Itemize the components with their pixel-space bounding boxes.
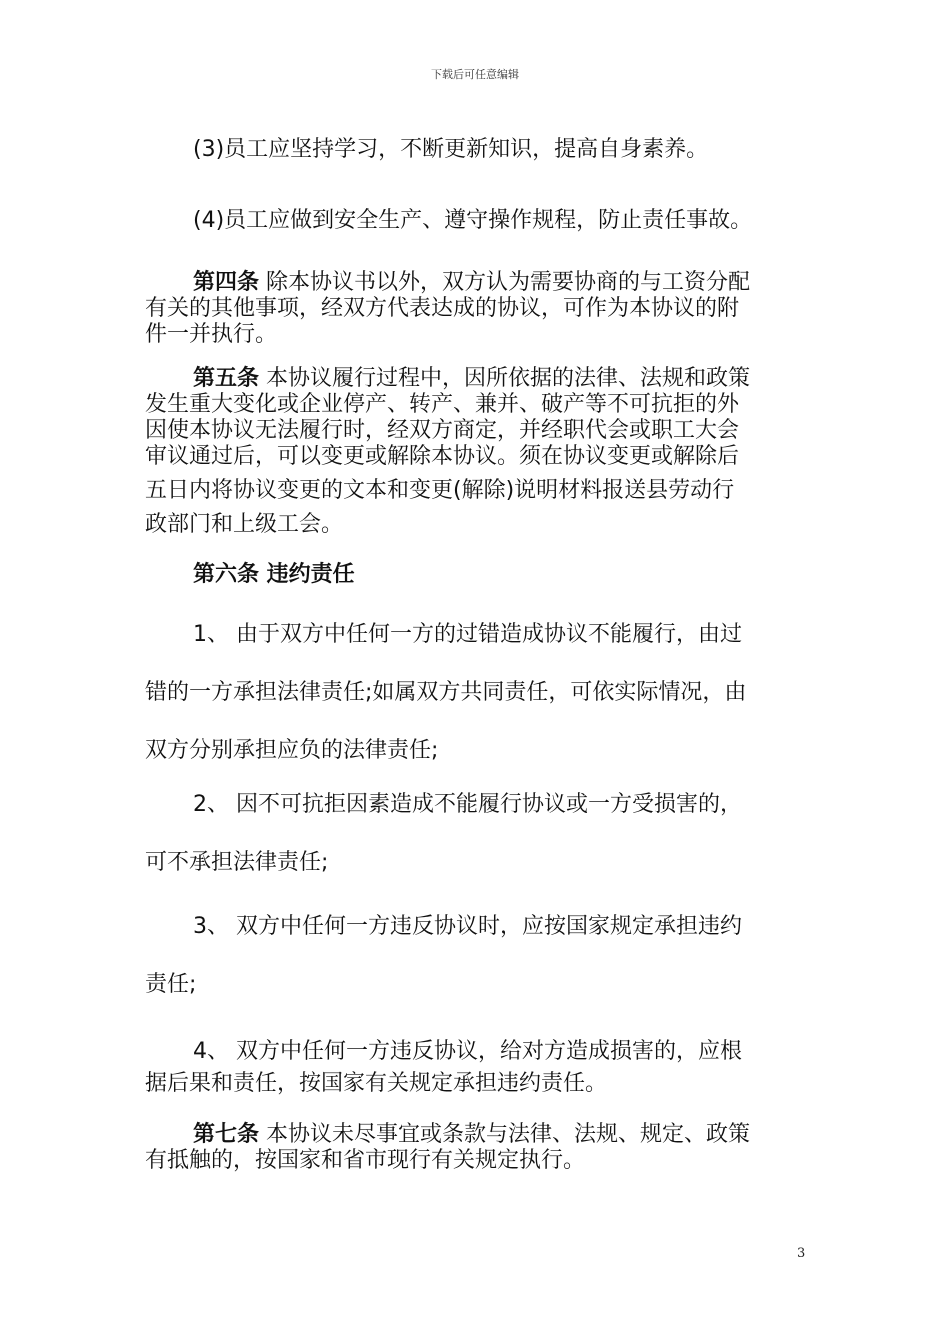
article-5 — [145, 366, 805, 470]
article-label: 第七条 — [193, 1122, 260, 1147]
text-line: 2、 因不可抗拒因素造成不能履行协议或一方受损害的， — [193, 792, 742, 817]
text-line: 件一并执行。 — [145, 322, 278, 347]
page-number: 3 — [797, 1246, 806, 1261]
article-4 — [145, 270, 805, 348]
text-line: 五日内将协议变更的文本和变更(解除)说明材料报送县劳动行 — [145, 478, 735, 503]
article-heading: 第六条 违约责任 — [193, 562, 355, 587]
text-line: 有关的其他事项，经双方代表达成的协议，可作为本协议的附 — [145, 296, 740, 321]
text-line: 本协议未尽事宜或条款与法律、法规、规定、政策 — [259, 1122, 751, 1147]
paragraph-item-3 — [145, 137, 853, 163]
text-line: 责任; — [145, 972, 197, 997]
text-line: 双方分别承担应负的法律责任; — [145, 738, 439, 763]
text-line: 审议通过后，可以变更或解除本协议。须在协议变更或解除后 — [145, 444, 740, 469]
text-line: 1、 由于双方中任何一方的过错造成协议不能履行，由过 — [193, 622, 742, 647]
text-line: 除本协议书以外，双方认为需要协商的与工资分配 — [259, 270, 751, 295]
article-7 — [145, 1122, 805, 1174]
text-line: 据后果和责任，按国家有关规定承担违约责任。 — [145, 1071, 608, 1096]
text-line: 发生重大变化或企业停产、转产、兼并、破产等不可抗拒的外 — [145, 392, 740, 417]
liability-item-4 — [145, 1036, 805, 1100]
text-line: (4)员工应做到安全生产、遵守操作规程，防止责任事故。 — [193, 208, 753, 233]
article-label: 第四条 — [193, 270, 260, 295]
text-line: 政部门和上级工会。 — [145, 512, 344, 537]
article-label: 第五条 — [193, 366, 260, 391]
text-line: 3、 双方中任何一方违反协议时，应按国家规定承担违约 — [193, 914, 742, 939]
article-6-title — [145, 562, 853, 588]
text-line: 有抵触的，按国家和省市现行有关规定执行。 — [145, 1148, 586, 1173]
text-line: 错的一方承担法律责任;如属双方共同责任，可依实际情况，由 — [145, 680, 747, 705]
paragraph-item-4 — [145, 208, 853, 234]
text-line: 本协议履行过程中，因所依据的法律、法规和政策 — [259, 366, 751, 391]
text-line: 4、 双方中任何一方违反协议，给对方造成损害的，应根 — [193, 1039, 742, 1064]
liability-item-3 — [145, 898, 805, 1014]
text-line: 可不承担法律责任; — [145, 850, 329, 875]
text-line: 因使本协议无法履行时，经双方商定，并经职代会或职工大会 — [145, 418, 740, 443]
page-header-note: 下载后可任意编辑 — [431, 68, 519, 81]
liability-item-2 — [145, 776, 805, 892]
text-line: (3)员工应坚持学习，不断更新知识，提高自身素养。 — [193, 137, 709, 162]
article-5-continued — [145, 474, 805, 542]
liability-item-1 — [145, 606, 805, 780]
